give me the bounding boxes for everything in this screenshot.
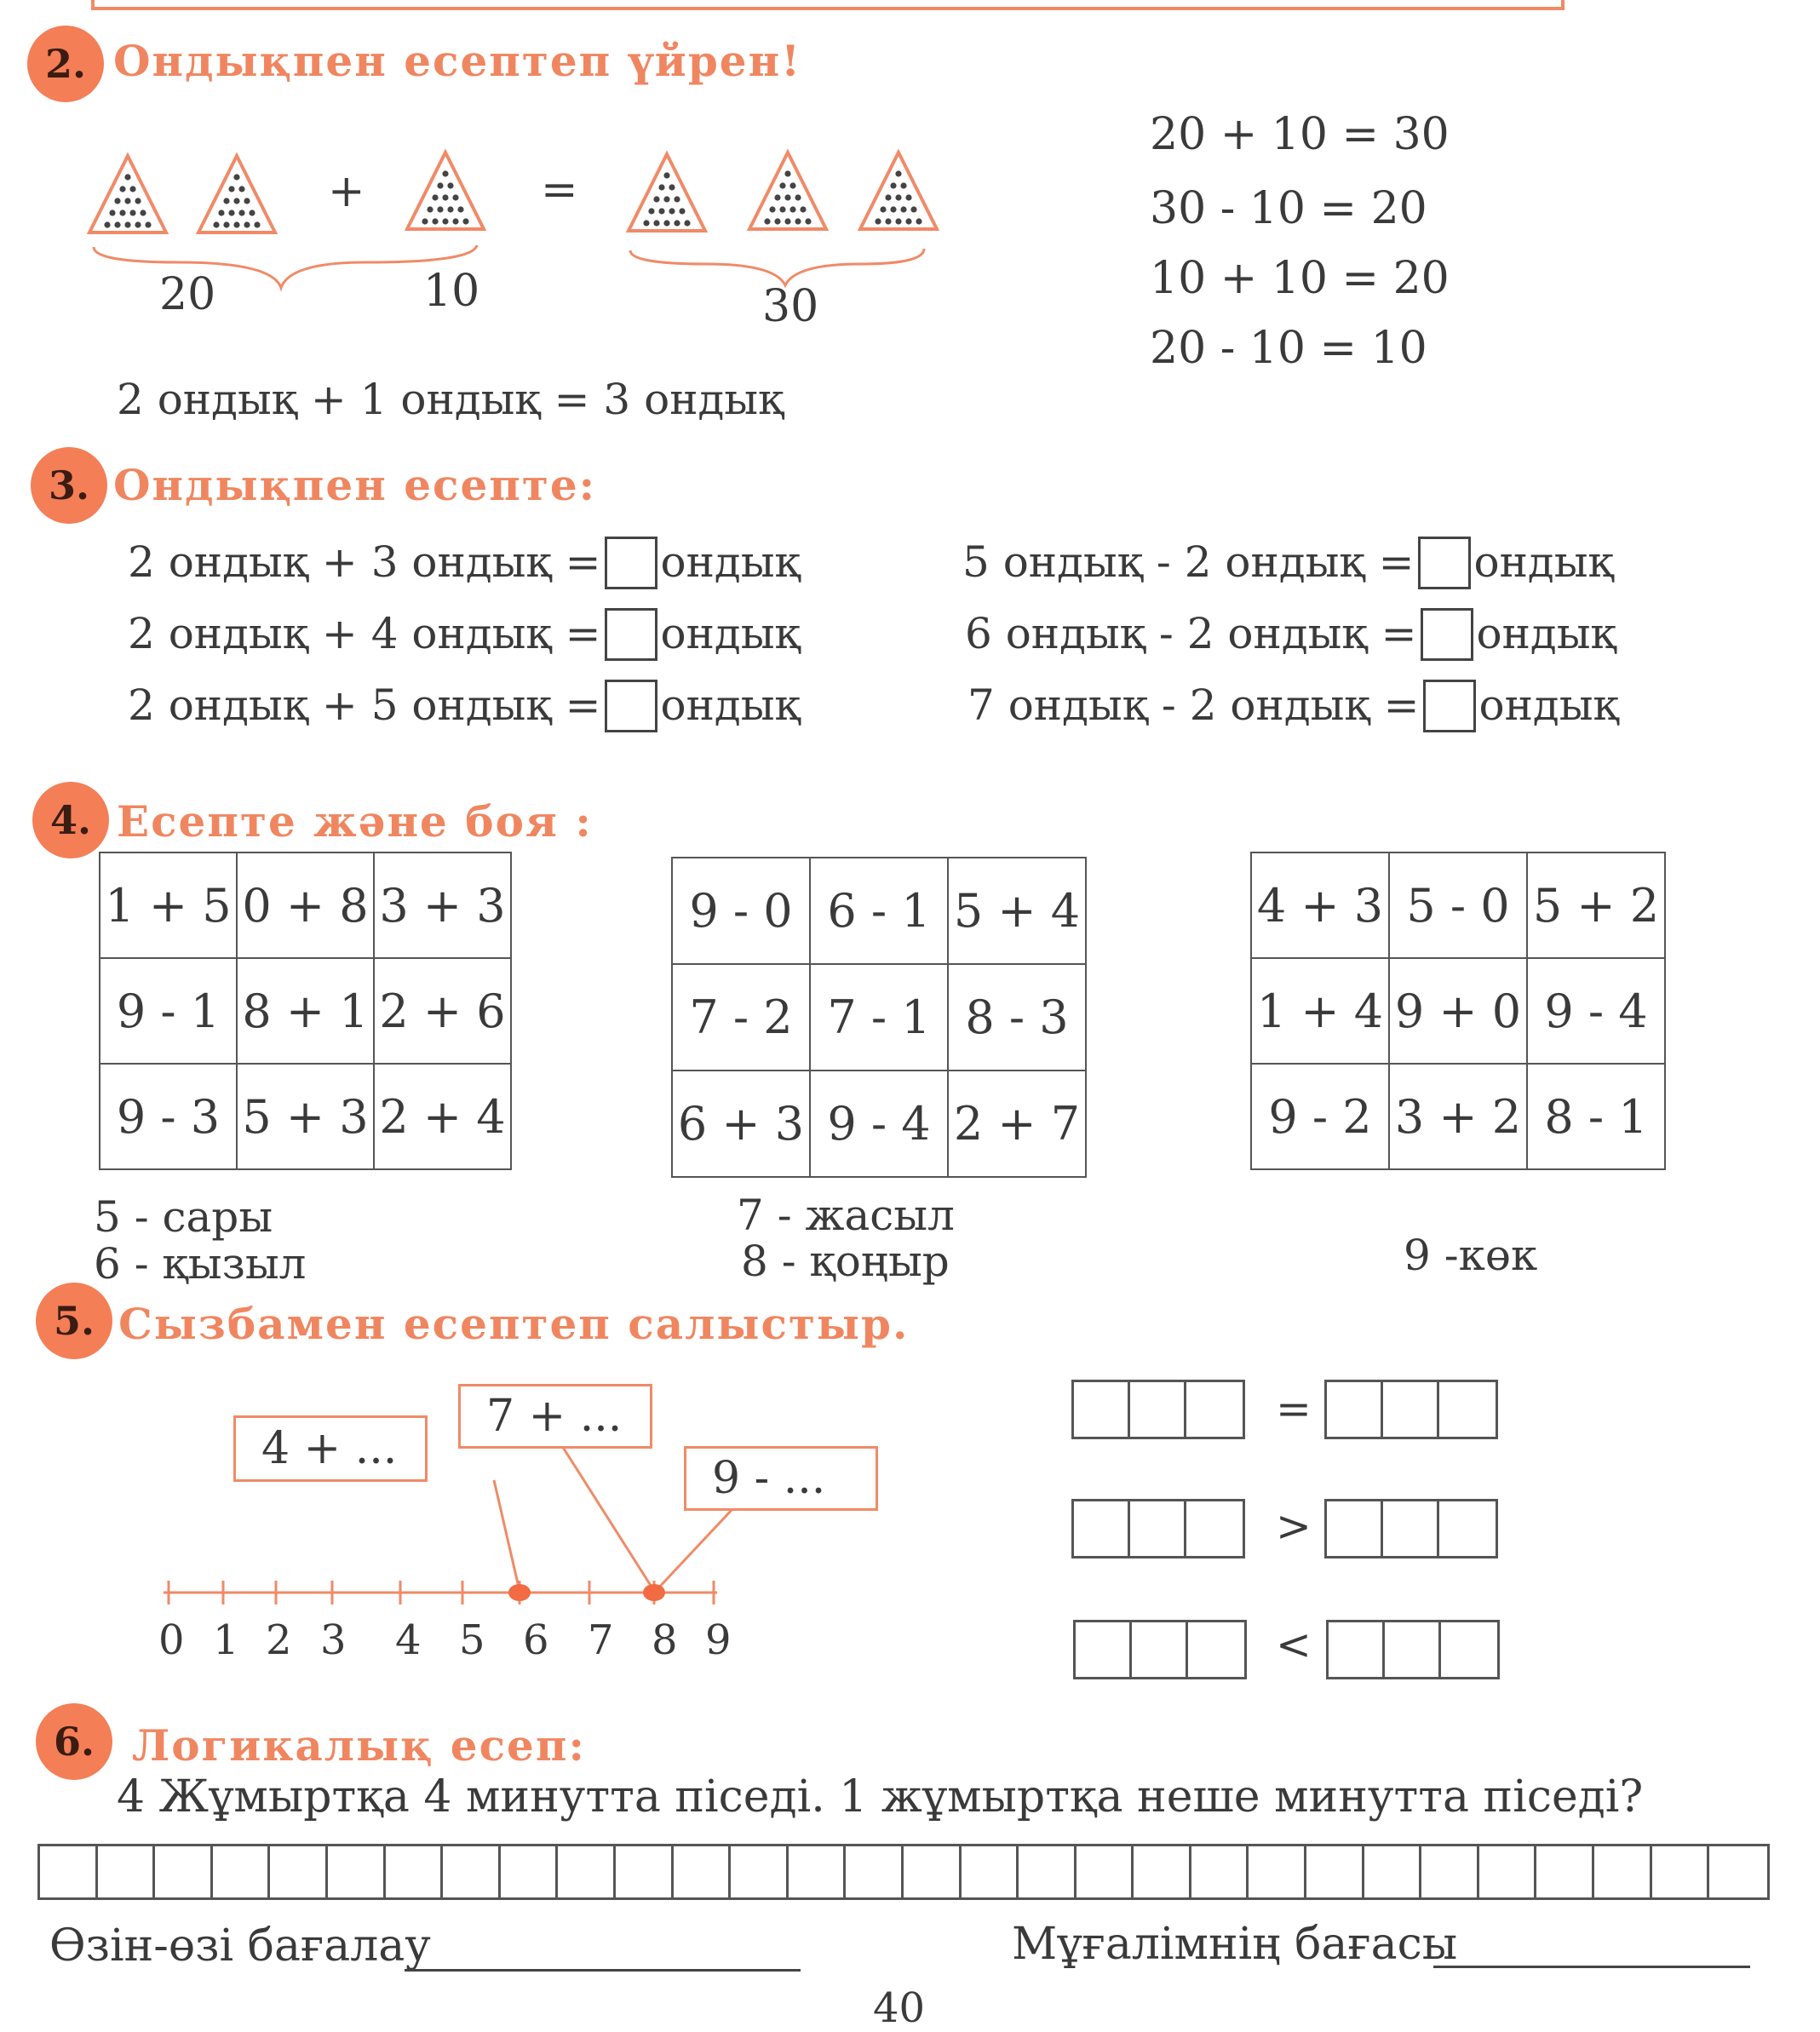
brace-right [630,249,924,285]
grid2-cell[interactable]: 9 - 4 [810,1071,948,1177]
task6-title: Логикалық есеп: [132,1720,586,1771]
coloring-grid-3 [1250,852,1666,1170]
answer-box[interactable] [1423,680,1476,732]
grid1-cell[interactable]: 2 + 4 [374,1064,511,1169]
tens-summary: 2 ондық + 1 ондық = 3 ондық [117,375,784,424]
pointer-line-2 [558,1439,654,1591]
equation-1: 20 + 10 = 30 [1150,109,1450,160]
tick-1: 1 [213,1616,239,1664]
legend-yellow: 5 - сары [94,1192,273,1242]
answer-box[interactable] [1421,608,1473,661]
tick-4: 4 [395,1616,422,1664]
callout-9-minus: 9 - ... [684,1446,878,1511]
triangle-ten-2 [198,156,275,232]
compare-sign-less: < [1276,1620,1312,1669]
task3-right-row-3: 7 ондық - 2 ондық = ондық [967,680,1619,738]
task6-number: 6. [36,1703,112,1780]
tick-6: 6 [523,1616,549,1664]
grid1-cell[interactable]: 5 + 3 [237,1064,374,1169]
compare-sign-equal: = [1276,1384,1312,1433]
grid2-cell[interactable]: 6 - 1 [810,858,948,964]
grid3-cell[interactable]: 8 - 1 [1527,1064,1665,1169]
tick-8: 8 [652,1616,678,1664]
grid3-cell[interactable]: 5 - 0 [1389,852,1527,958]
grid1-cell[interactable]: 9 - 1 [100,958,237,1064]
equals-sign: = [541,164,578,215]
legend-blue: 9 -көк [1404,1231,1538,1280]
grid3-cell[interactable]: 9 - 2 [1251,1064,1389,1169]
task2-title: Ондықпен есептеп үйрен! [113,36,802,86]
grid1-cell[interactable]: 9 - 3 [100,1064,237,1169]
brace-left [94,245,477,288]
self-assessment-line[interactable] [405,1969,801,1972]
coloring-grid-1 [99,852,512,1170]
group-mid-value: 10 [423,266,480,317]
equation-4: 20 - 10 = 10 [1150,323,1427,374]
grid3-cell[interactable]: 3 + 2 [1389,1064,1527,1169]
triangle-ten-5 [749,152,826,229]
tick-7: 7 [588,1616,614,1664]
tick-0: 0 [158,1616,185,1664]
grid3-cell[interactable]: 9 - 4 [1527,958,1665,1064]
marker-dot-8 [643,1584,665,1601]
task3-title: Ондықпен есепте: [113,460,597,510]
compare-right-1[interactable] [1324,1380,1498,1439]
grid3-cell[interactable]: 4 + 3 [1251,852,1389,958]
top-frame [91,0,1565,10]
task6-question: 4 Жұмыртқа 4 минутта піседі. 1 жұмыртқа неше минутта піседі? [117,1771,1644,1822]
task6-answer-cells[interactable] [37,1844,1770,1900]
task5-title: Сызбамен есептеп салыстыр. [118,1299,910,1349]
task3-number: 3. [31,447,107,524]
legend-red: 6 - қызыл [94,1239,307,1289]
tick-3: 3 [320,1616,347,1664]
triangle-ten-3 [407,152,484,229]
group-left-value: 20 [159,269,216,320]
grid2-cell[interactable]: 2 + 7 [948,1071,1086,1177]
callout-7-plus: 7 + ... [458,1384,652,1449]
grid1-cell[interactable]: 2 + 6 [374,958,511,1064]
teacher-grade-line[interactable] [1433,1966,1750,1968]
legend-green: 7 - жасыл [737,1191,955,1240]
answer-box[interactable] [605,608,657,661]
grid1-cell[interactable]: 8 + 1 [237,958,374,1064]
grid3-cell[interactable]: 9 + 0 [1389,958,1527,1064]
tick-2: 2 [266,1616,292,1664]
answer-box[interactable] [605,680,657,732]
group-right-value: 30 [762,281,819,332]
compare-left-3[interactable] [1073,1620,1247,1679]
grid2-cell[interactable]: 7 - 2 [672,964,810,1071]
grid1-cell[interactable]: 0 + 8 [237,852,374,958]
page-number: 40 [873,1984,926,2032]
triangle-ten-6 [860,152,937,229]
teacher-grade-label: Мұғалімнің бағасы [1012,1919,1458,1970]
task3-left-row-2: 2 ондық + 4 ондық = ондық [128,608,801,666]
grid2-cell[interactable]: 7 - 1 [810,964,948,1071]
task3-right-row-2: 6 ондық - 2 ондық = ондық [965,608,1616,666]
answer-box[interactable] [1418,537,1471,589]
task5-number: 5. [36,1283,112,1359]
compare-right-3[interactable] [1326,1620,1500,1679]
compare-left-2[interactable] [1071,1499,1245,1558]
triangle-ten-4 [629,154,705,231]
callout-4-plus: 4 + ... [233,1415,428,1482]
task2-number: 2. [27,26,104,102]
equation-2: 30 - 10 = 20 [1150,183,1427,234]
grid1-cell[interactable]: 3 + 3 [374,852,511,958]
plus-sign: + [328,166,365,217]
task3-left-row-1: 2 ондық + 3 ондық = ондық [128,537,801,594]
task3-left-row-3: 2 ондық + 5 ондық = ондық [128,680,801,738]
triangle-ten-1 [89,156,166,232]
grid3-cell[interactable]: 5 + 2 [1527,852,1665,958]
grid3-cell[interactable]: 1 + 4 [1251,958,1389,1064]
grid2-cell[interactable]: 5 + 4 [948,858,1086,964]
compare-left-1[interactable] [1071,1380,1245,1439]
grid1-cell[interactable]: 1 + 5 [100,852,237,958]
grid2-cell[interactable]: 9 - 0 [672,858,810,964]
task4-number: 4. [32,782,109,858]
compare-sign-greater: > [1276,1501,1312,1551]
tick-9: 9 [705,1616,732,1664]
tick-5: 5 [459,1616,485,1664]
answer-box[interactable] [605,537,657,589]
legend-brown: 8 - қоңыр [741,1237,950,1286]
marker-dot-6 [508,1584,531,1601]
grid2-cell[interactable]: 8 - 3 [948,964,1086,1071]
task4-title: Есепте және боя : [117,796,593,847]
pointer-line-3 [656,1509,732,1591]
equation-3: 10 + 10 = 20 [1150,253,1450,304]
compare-right-2[interactable] [1324,1499,1498,1558]
task3-right-row-1: 5 ондық - 2 ондық = ондық [962,537,1614,594]
self-assessment-label: Өзін-өзі бағалау [49,1920,431,1972]
grid2-cell[interactable]: 6 + 3 [672,1071,810,1177]
coloring-grid-2 [671,857,1087,1178]
pointer-line-1 [494,1480,520,1591]
